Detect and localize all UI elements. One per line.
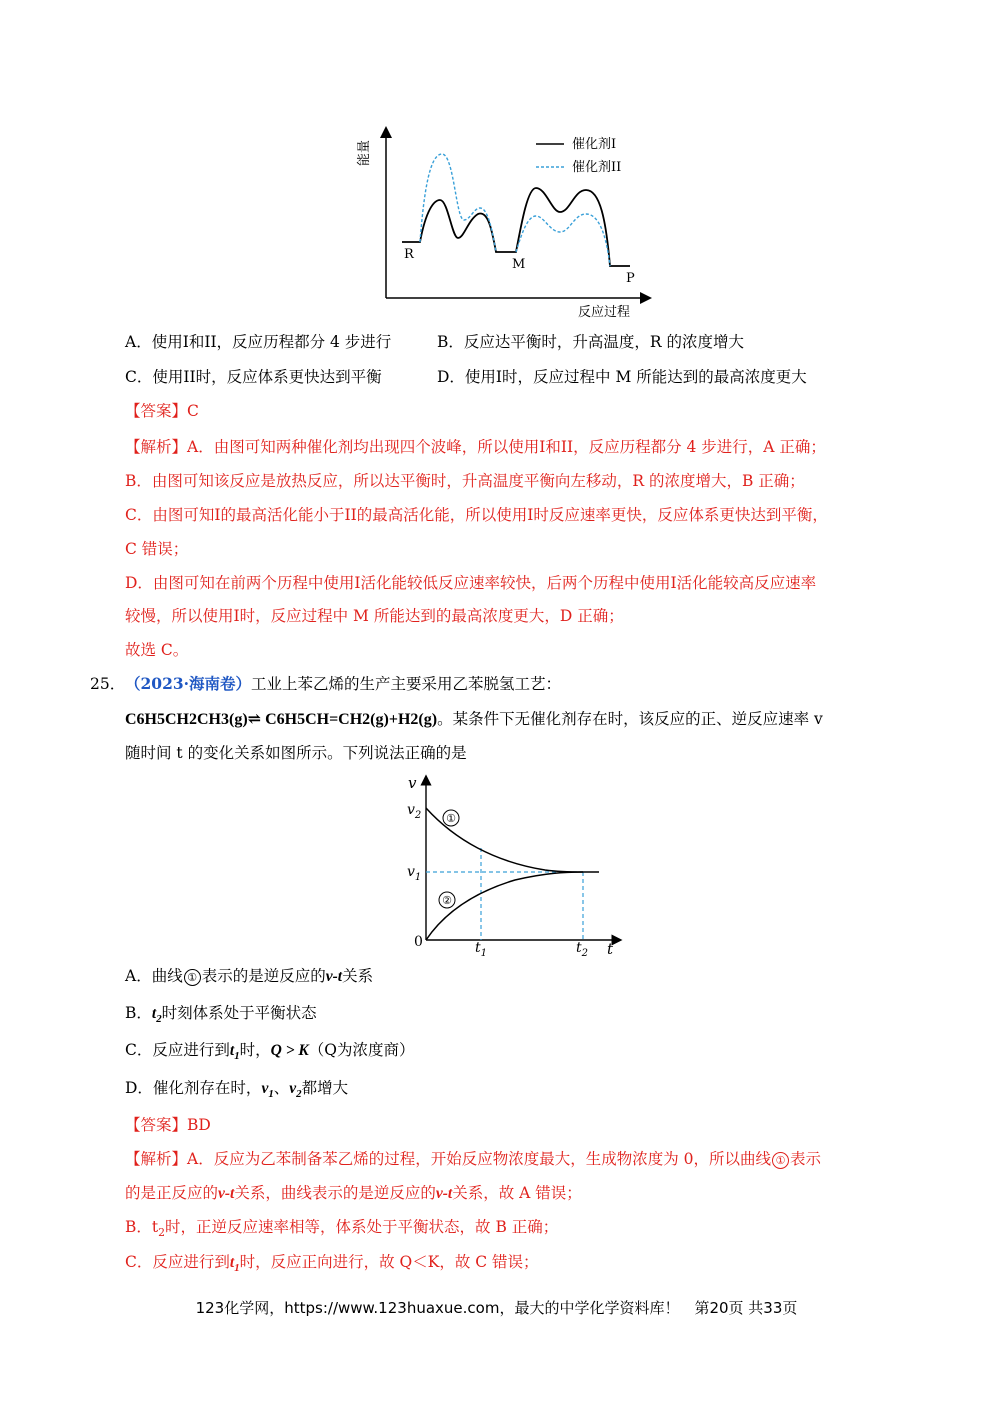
q25-option-a-pre: A．曲线 xyxy=(125,967,183,985)
vt-v1-label: $v_1$ xyxy=(407,864,422,883)
q25-option-b-post: 时刻体系处于平衡状态 xyxy=(161,1004,317,1022)
legend-label-1: 催化剂I xyxy=(572,137,617,152)
q25-analysis-4-post: 时，反应正向进行，故 Q＜K，故 C 错误； xyxy=(239,1253,539,1271)
point-M: M xyxy=(512,257,526,272)
q25-number: 25． xyxy=(90,675,126,693)
q25-stem-1 xyxy=(125,673,561,695)
q25-option-c-var: t xyxy=(229,1042,235,1059)
energy-diagram xyxy=(357,120,660,325)
vt-t1-label: $t_1$ xyxy=(475,940,488,959)
q25-option-d-v1sub: 1 xyxy=(268,1088,274,1101)
vt-curve1-label: ① xyxy=(446,812,456,825)
q25-option-c-post: （Q为浓度商） xyxy=(308,1041,415,1059)
q25-option-d-v2: v xyxy=(289,1080,297,1097)
q24-analysis-5: D．由图可知在前两个历程中使用I活化能较低反应速率较快，后两个历程中使用I活化能较高反应速率 xyxy=(125,574,817,592)
page-footer: 123化学网，https://www.123huaxue.com，最大的中学化学资料库！ 第20页 共33页 xyxy=(195,1299,798,1317)
q24-answer: 【答案】C xyxy=(125,402,199,420)
q25-analysis-3-sub: 2 xyxy=(158,1226,166,1240)
vt-origin: 0 xyxy=(414,934,423,950)
q24-analysis-1: 【解析】A．由图可知两种催化剂均出现四个波峰，所以使用I和II，反应历程都分 4 步进行，A 正确； xyxy=(125,438,826,456)
energy-y-label: 能量 xyxy=(357,140,372,167)
q24-option-b: B．反应达平衡时，升高温度，R 的浓度增大 xyxy=(437,333,744,351)
q25-analysis-1 xyxy=(125,1148,821,1170)
q25-analysis-1-post: 表示 xyxy=(790,1150,822,1168)
q25-option-b-sub: 2 xyxy=(156,1013,162,1026)
q25-formula: C6H5CH2CH3(g)⇌ C6H5CH=CH2(g)+H2(g) xyxy=(125,711,438,728)
q25-option-d-v2sub: 2 xyxy=(296,1088,302,1101)
q24-analysis-4: C 错误； xyxy=(125,540,189,558)
q25-stem-text: 工业上苯乙烯的生产主要采用乙苯脱氢工艺： xyxy=(251,675,562,693)
q24-option-d: D．使用I时，反应过程中 M 所能达到的最高浓度更大 xyxy=(437,368,807,386)
point-R: R xyxy=(404,247,414,262)
q25-option-c xyxy=(125,1039,414,1067)
q25-option-d-v1: v xyxy=(261,1080,269,1097)
vt-v2-label: $v_2$ xyxy=(407,802,422,821)
q24-option-c: C．使用II时，反应体系更快达到平衡 xyxy=(125,368,382,386)
q25-analysis-2-pre: 的是正反应的 xyxy=(125,1184,219,1202)
q25-option-b-pre: B． xyxy=(125,1004,152,1022)
q25-analysis-3 xyxy=(125,1216,558,1244)
vt-curve2-label: ② xyxy=(442,894,452,907)
q24-option-a: A．使用I和II，反应历程都分 4 步进行 xyxy=(125,333,392,351)
q25-stem-2 xyxy=(125,708,823,731)
vt-y-label: v xyxy=(408,774,417,792)
legend-label-2: 催化剂II xyxy=(572,160,622,175)
q25-option-b-var: t xyxy=(151,1005,157,1022)
velocity-time-diagram xyxy=(395,772,625,962)
q25-option-b xyxy=(125,1002,317,1030)
q25-source: （2023·海南卷） xyxy=(125,674,252,693)
vt-x-label: t xyxy=(607,940,614,958)
q24-analysis-3: C．由图可知I的最高活化能小于II的最高活化能，所以使用I时反应速率更快，反应体系更快达到平衡， xyxy=(125,506,828,524)
q25-option-c-ineq: Q > K xyxy=(270,1042,309,1059)
energy-x-label: 反应过程 xyxy=(577,305,631,320)
q25-option-d-post: 都增大 xyxy=(301,1079,349,1097)
q25-analysis-4-var: t xyxy=(229,1254,235,1271)
q25-analysis-2-vt1: v-t xyxy=(218,1185,235,1202)
q25-analysis-2 xyxy=(125,1182,582,1205)
q25-analysis-3-post: 时，正逆反应速率相等，体系处于平衡状态，故 B 正确； xyxy=(165,1218,559,1236)
q24-analysis-7: 故选 C。 xyxy=(125,641,189,659)
curve-catalyst-1 xyxy=(402,188,630,266)
q25-option-c-sub: 1 xyxy=(234,1050,240,1063)
q25-analysis-4-sub: 1 xyxy=(234,1262,240,1275)
q25-answer: 【答案】BD xyxy=(125,1116,211,1134)
point-P: P xyxy=(626,271,635,286)
q25-option-c-pre: C．反应进行到 xyxy=(125,1041,230,1059)
q25-option-d-sep: 、 xyxy=(273,1079,290,1097)
q24-analysis-2: B．由图可知该反应是放热反应，所以达平衡时，升高温度平衡向左移动，R 的浓度增大，B 正确； xyxy=(125,472,805,490)
q25-stem-2-text: 。某条件下无催化剂存在时，该反应的正、逆反应速率 v xyxy=(437,710,823,728)
vt-t2-label: $t_2$ xyxy=(576,940,589,959)
q25-analysis-4-pre: C．反应进行到 xyxy=(125,1253,230,1271)
q25-option-a-post: 表示的是逆反应的 xyxy=(201,967,326,985)
q25-option-a-circ: ① xyxy=(184,969,201,986)
q25-option-a xyxy=(125,965,373,988)
q25-option-d xyxy=(125,1077,348,1105)
q25-stem-3: 随时间 t 的变化关系如图所示。下列说法正确的是 xyxy=(125,744,467,762)
q25-analysis-2-post: 关系，故 A 错误； xyxy=(452,1184,582,1202)
q25-analysis-2-vt2: v-t xyxy=(435,1185,453,1202)
q25-option-a-vt: v-t xyxy=(325,968,343,985)
q25-analysis-3-pre: B．t xyxy=(125,1218,159,1236)
q25-analysis-4 xyxy=(125,1251,539,1279)
q25-analysis-1-pre: 【解析】A．反应为乙苯制备苯乙烯的过程，开始反应物浓度最大，生成物浓度为 0，所以曲线 xyxy=(125,1150,771,1168)
q25-analysis-2-mid: 关系，曲线表示的是逆反应的 xyxy=(234,1184,436,1202)
q25-option-d-pre: D．催化剂存在时， xyxy=(125,1079,262,1097)
q25-analysis-1-circ: ① xyxy=(772,1152,789,1169)
q24-analysis-6: 较慢，所以使用I时，反应过程中 M 所能达到的最高浓度更大，D 正确； xyxy=(125,607,624,625)
q25-option-a-end: 关系 xyxy=(342,967,374,985)
q25-option-c-mid: 时， xyxy=(239,1041,271,1059)
